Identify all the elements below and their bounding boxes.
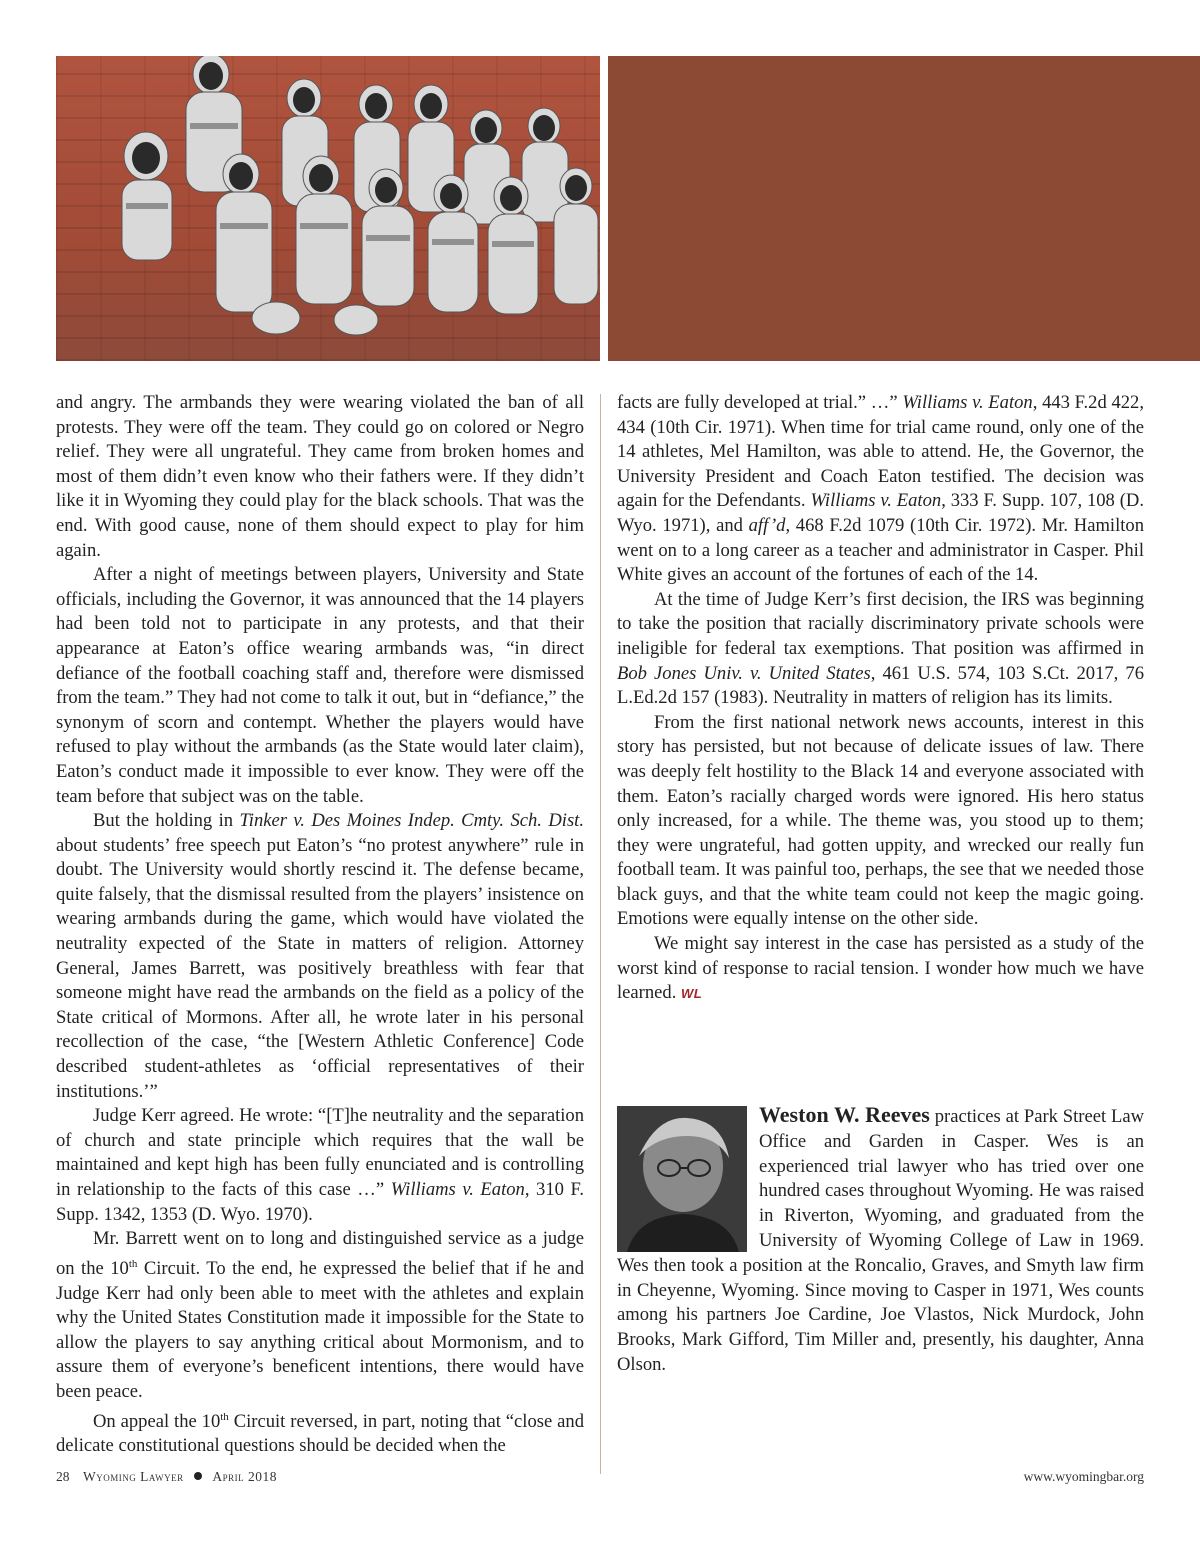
paragraph: On appeal the 10th Circuit reversed, in part, noting that “close and delicate constitutional questions should be decided when the bbox=[56, 1410, 584, 1457]
right-column bbox=[617, 391, 1144, 1007]
case-citation: Bob Jones Univ. v. United States bbox=[617, 662, 871, 684]
page-number: 28 bbox=[56, 1469, 70, 1484]
issue-date: April 2018 bbox=[212, 1469, 278, 1484]
case-citation: Williams v. Eaton bbox=[810, 490, 942, 512]
website-link[interactable]: www.wyomingbar.org bbox=[1023, 1469, 1144, 1484]
mural-figures bbox=[56, 56, 600, 361]
case-citation: Williams v. Eaton bbox=[902, 392, 1033, 413]
bio-text: practices at Park Street Law Office and Garden in Casper. Wes is an experienced trial lawyer who has tried over one hundred cases throughout Wyoming. He was raised in Riverton, Wyoming, and graduated from the University of Wyoming College of Law in 1969. Wes then took a position at the Roncalio, Graves, and Smyth law firm in Cheyenne, Wyoming. Since moving to Casper in 1971, Wes counts among his partners Joe Cardine, Joe Vlastos, Nick Murdock, John Brooks, Mark Gifford, Tim Miller and, presently, his daughter, Anna Olson. bbox=[617, 1106, 1144, 1375]
case-citation: Williams v. Eaton bbox=[390, 1179, 525, 1200]
color-panel bbox=[608, 56, 1200, 361]
column-divider bbox=[600, 394, 601, 1474]
left-column bbox=[56, 391, 584, 1459]
paragraph: Mr. Barrett went on to long and distinguished service as a judge on the 10th Circuit. To the end, he expressed the belief that if he and Judge Kerr had only been able to meet with the athletes and explain why the United States Constitution made it impossible for the State to allow the players to say anything critical about Mormonism, and to assure them of everyone’s beneficent intentions, there would have been peace. bbox=[56, 1228, 584, 1402]
paragraph: At the time of Judge Kerr’s first decision, the IRS was beginning to take the position that racially discriminatory private schools were ineligible for federal tax exemptions. That position was affirmed in Bob Jones Univ. v. United States, 461 U.S. 574, 103 S.Ct. 2017, 76 L.Ed.2d 157 (1983). Neutrality in matters of religion has its limits. bbox=[617, 588, 1145, 709]
paragraph: and angry. The armbands they were wearing violated the ban of all protests. They were off the team. They could go on colored or Negro relief. They were all ungrateful. They came from broken homes and most of them didn’t even know who their fathers were. If they didn’t like it in Wyoming they could play for the black schools. That was the end. With good cause, none of them should expect to play for him again. bbox=[56, 392, 584, 561]
case-citation: Tinker v. Des Moines Indep. Cmty. Sch. Dist. bbox=[239, 810, 585, 832]
case-citation: aff’d bbox=[748, 514, 786, 536]
bullet-icon bbox=[194, 1472, 202, 1480]
paragraph: facts are fully developed at trial.” …” Williams v. Eaton, 443 F.2d 422, 434 (10th Cir. 1971). When time for trial came round, only one of the 14 athletes, Mel Hamilton, was able to attend. He, the Governor, the University President and Coach Eaton testified. The decision was again for the Defendants. Williams v. Eaton, 333 F. Supp. 107, 108 (D. Wyo. 1971), and aff’d, 468 F.2d 1079 (10th Cir. 1972). Mr. Hamilton went on to a long career as a teacher and administrator in Casper. Phil White gives an account of the fortunes of each of the 14. bbox=[617, 392, 1145, 586]
paragraph: But the holding in Tinker v. Des Moines Indep. Cmty. Sch. Dist. about students’ free speech put Eaton’s “no protest anywhere” rule in doubt. The University would shortly rescind it. The defense became, quite falsely, that the dismissal resulted from the players’ insistence on wearing armbands during the game, which would have violated the neutrality expected of the State in matters of religion. Attorney General, James Barrett, was positively breathless with fear that someone might have read the armbands on the field as a policy of the State critical of Mormons. After all, he wrote later in his personal recollection of the case, “the [Western Athletic Conference] Code described student-athletes as ‘official representatives of their institutions.’” bbox=[56, 810, 585, 1102]
paragraph: From the first national network news accounts, interest in this story has persisted, but not because of delicate issues of law. There was deeply felt hostility to the Black 14 and everyone associated with them. Eaton’s racially charged words were ignored. His hero status only increased, for a while. The theme was, you stood up to them; they were ungrateful, had gotten uppity, and wrecked our really fun football team. It was painful too, perhaps, the see that we needed those black guys, and that the white team could not keep the magic going. Emotions were equally intense on the other side. bbox=[617, 711, 1144, 930]
paragraph: Judge Kerr agreed. He wrote: “[T]he neutrality and the separation of church and state principle which requires that the wall be maintained and kept high has been fully enunciated and is controlling in relationship to the facts of this case …” Williams v. Eaton, 310 F. Supp. 1342, 1353 (D. Wyo. 1970). bbox=[56, 1105, 584, 1225]
page-footer bbox=[56, 1469, 1144, 1485]
end-mark: WL bbox=[681, 986, 703, 1002]
paragraph: We might say interest in the case has persisted as a study of the worst kind of response to racial tension. I wonder how much we have learned. WL bbox=[617, 933, 1144, 1004]
author-bio bbox=[617, 1103, 1144, 1378]
publication-name: Wyoming Lawyer bbox=[83, 1469, 184, 1484]
paragraph: After a night of meetings between players, University and State officials, including the Governor, it was announced that the 14 players had been told not to participate in any protests, and that their appearance at Eaton’s office wearing armbands was, “in direct defiance of the football coaching staff and, therefore were dismissed from the team.” They had not come to talk it out, but in “defiance,” the synonym of scorn and contempt. Whether the players would have refused to play without the armbands (as the State would later claim), Eaton’s conduct made it impossible to ever know. They were off the team before that subject was on the table. bbox=[56, 564, 584, 807]
team-mural-photo bbox=[56, 56, 600, 361]
author-name: Weston W. Reeves bbox=[759, 1102, 930, 1127]
